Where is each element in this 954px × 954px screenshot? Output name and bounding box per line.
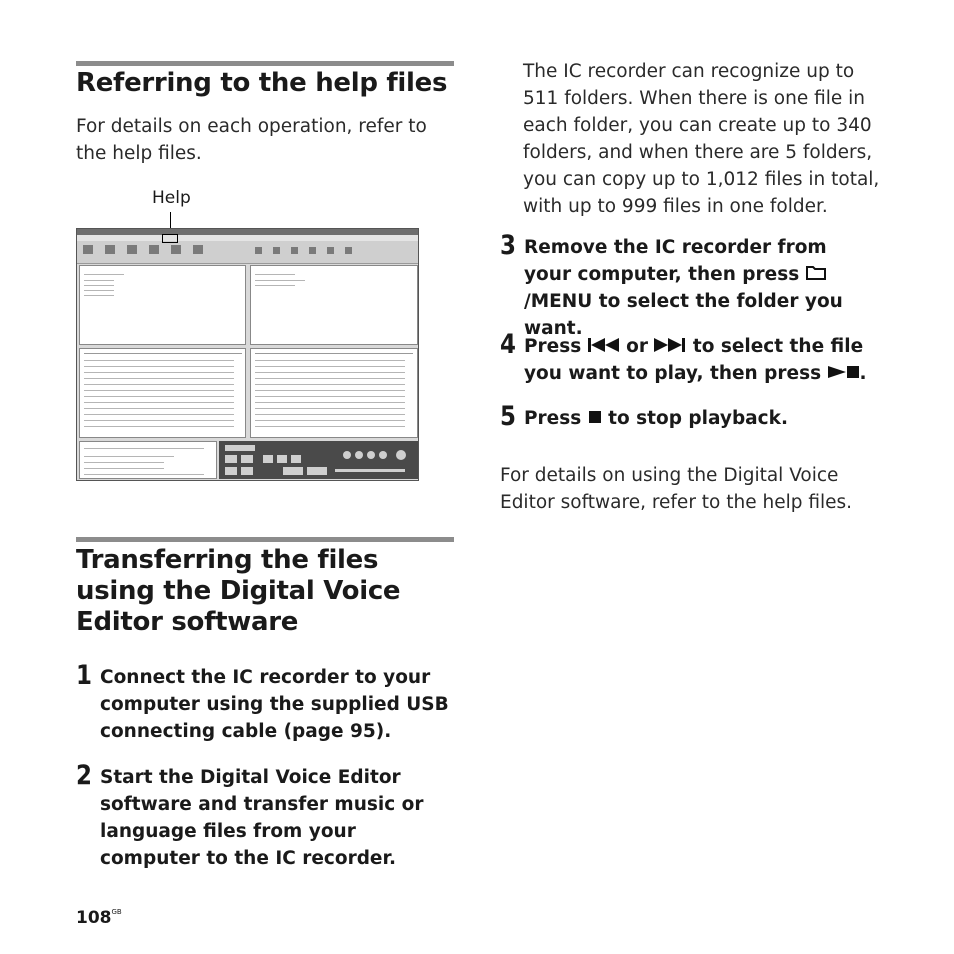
help-callout-label: Help xyxy=(152,188,191,208)
computer-folder-pane xyxy=(250,265,418,345)
step-number: 4 xyxy=(500,329,516,360)
step-text: Connect the IC recorder to your computer using the supplied USB connecting cable (page 95). xyxy=(100,667,449,742)
section-rule-top xyxy=(76,61,454,66)
player-controls xyxy=(219,441,418,479)
section-title-help: Referring to the help files xyxy=(76,68,448,98)
step-number: 3 xyxy=(500,230,516,261)
section-rule-transfer xyxy=(76,537,454,542)
step-text: Press to stop playback. xyxy=(524,408,788,429)
step-number: 5 xyxy=(500,401,516,432)
step-text: Remove the IC recorder from your computer, then press /MENU to select the folder you want. xyxy=(524,237,843,339)
step-text: Press or to select the file you want to play, then press . xyxy=(524,336,867,384)
computer-file-list xyxy=(250,348,418,438)
device-file-list xyxy=(79,348,246,438)
stop-icon xyxy=(588,410,602,424)
step-number: 2 xyxy=(76,760,92,791)
digital-voice-editor-screenshot xyxy=(76,228,419,481)
stop-icon xyxy=(846,365,860,379)
help-menu-highlight xyxy=(162,234,178,243)
play-icon xyxy=(828,365,846,379)
toolbar-icons xyxy=(77,241,419,263)
player-info-panel xyxy=(79,441,217,479)
folder-limit-note: The IC recorder can recognize up to 511 folders. When there is one file in each folder, you can create up to 340 folders, and when there are 5 folders, you can copy up to 1,012 files in total, with up to 999 files in one folder. xyxy=(523,61,880,217)
next-track-icon xyxy=(654,338,686,352)
screenshot-toolbar xyxy=(77,241,418,264)
section-title-transfer: Transferring the files using the Digital Voice Editor software xyxy=(76,545,401,637)
folder-icon xyxy=(806,264,826,280)
device-folder-pane xyxy=(79,265,246,345)
help-description: For details on each operation, refer to the help files. xyxy=(76,116,427,164)
step-text: Start the Digital Voice Editor software and transfer music or language files from your computer to the IC recorder. xyxy=(100,767,424,869)
software-help-note: For details on using the Digital Voice Editor software, refer to the help files. xyxy=(500,465,853,513)
previous-track-icon xyxy=(588,338,620,352)
step-number: 1 xyxy=(76,660,92,691)
page-number: $108^{GB}$ xyxy=(76,908,122,928)
